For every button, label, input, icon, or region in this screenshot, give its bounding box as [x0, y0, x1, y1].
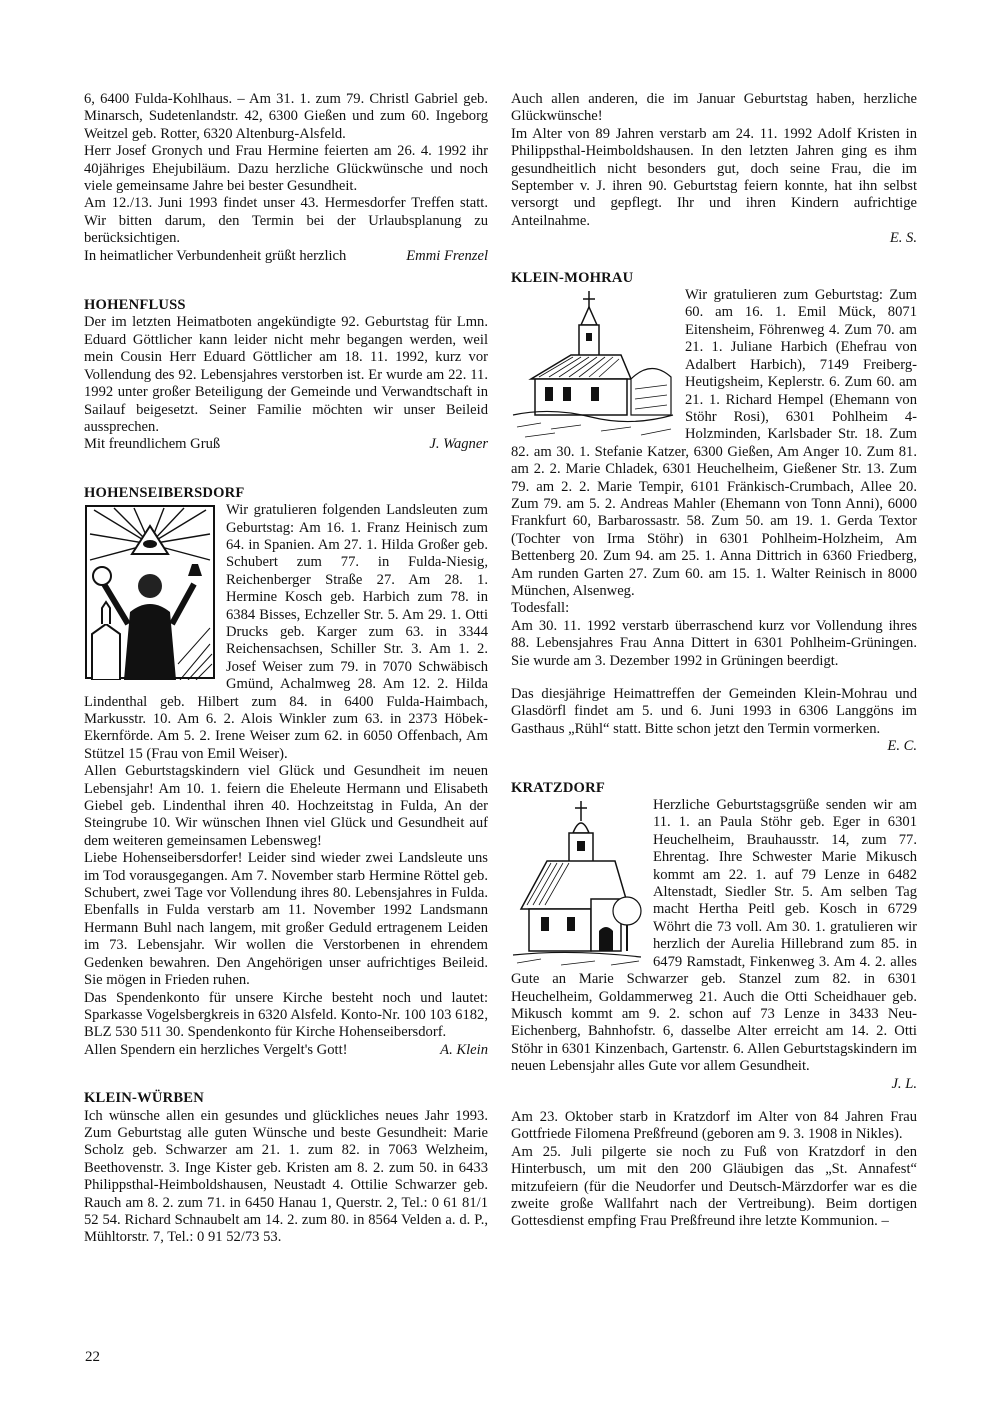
section-title-hohenfluss: HOHENFLUSS: [84, 297, 186, 314]
right-obituary: Im Alter von 89 Jahren verstarb am 24. 11. 1992 Adolf Kristen in Philippsthal-Heimboldshausen. In den letzten Jahren ging es ihm gesundheitlich nicht besonders gut, doch seine Frau, die im September v. J. ihren 90. Geburtstag feiern konnte, hat ihn selbst versorgt und gepflegt. Ihr und ihren Kindern aufrichtige Anteilnahme.: [511, 125, 917, 229]
section-title-kratzdorf: KRATZDORF: [511, 779, 605, 796]
section-title-hohenseibersdorf: HOHENSEIBERSDORF: [84, 484, 245, 501]
left-meeting: Am 12./13. Juni 1993 findet unser 43. Hermesdorfer Treffen statt. Wir bitten darum, den Termin bei der Urlaubsplanung zu berücksichtigen.: [84, 195, 488, 247]
signature-name: Emmi Frenzel: [406, 247, 488, 264]
chapel-drawing: [511, 799, 643, 967]
klein-mohrau-meeting: Das diesjährige Heimattreffen der Gemeinden Klein-Mohrau und Glasdörfl findet am 5. und 6. Juni 1993 in 6306 Langgöns im Gasthaus „Rühl“ statt. Bitte schon jetzt den Termin vormerken.: [511, 686, 917, 737]
left-column: [84, 91, 488, 1247]
signature-text: Mit freundlichem Gruß: [84, 436, 221, 453]
section-title-klein-wuerben: KLEIN-WÜRBEN: [84, 1090, 204, 1107]
klein-mohrau-illustration: [511, 289, 675, 441]
obituary-signature: E. S.: [889, 230, 917, 247]
hohenfluss-text: Der im letzten Heimatboten angekündigte 92. Geburtstag für Lmn. Eduard Göttlicher kann leider nicht mehr begangen werden, weil mein Cousin Herr Eduard Göttlicher am 18. 11. 1992, kurz vor Vollendung des 92. Lebensjahres verstorben ist. Er wurde am 22. 11. 1992 unter großer Beteiligung der Gemeinde und Verwandtschaft in Sailauf beigesetzt. Seiner Familie möchten wir unser Beileid aussprechen.: [84, 314, 488, 435]
hohenseibersdorf-deaths: Liebe Hohenseibersdorfer! Leider sind wieder zwei Landsleute uns im Tod vorausgegangen. Am 7. November starb Hermine Röttel geb. Schubert, zwei Tage vor Vollendung ihres 80. Lebensjahres in Fulda. Ebenfalls in Fulda verstarb am 11. November 1992 Landsmann Hermann Buhl nach langem, mit großer Geduld ertragenem Leiden im 73. Lebensjahr. Wir wollen die Verstorbenen in ehrendem Gedenken bewahren. Den Angehörigen unser aufrichtiges Beileid. Sie mögen in Frieden ruhen.: [84, 850, 488, 989]
kratzdorf-illustration: [511, 799, 643, 967]
hohenseibersdorf-wishes: Allen Geburtstagskindern viel Glück und Gesundheit im neuen Lebensjahr! Am 10. 1. feiern die Eheleute Hermann und Elisabeth Giebel geb. Lindenthal ihren 40. Hochzeitstag in Fulda, An der Steingrube 10. Wir wünschen Ihnen viel Glück und Gesundheit auf dem weiteren gemeinsamen Lebensweg!: [84, 763, 488, 849]
meeting-signature: E. C.: [887, 738, 917, 755]
left-intro: 6, 6400 Fulda-Kohlhaus. – Am 31. 1. zum 79. Christl Gabriel geb. Minarsch, Sudetenlandstr. 42, 6300 Gießen und zum 60. Ingeborg Weitzel geb. Rotter, 6320 Altenburg-Alsfeld.: [84, 91, 488, 142]
signature-name: J. Wagner: [429, 436, 488, 453]
saint-woodcut-image: [84, 504, 216, 680]
hohenseibersdorf-signature: [84, 1042, 488, 1059]
right-column: [511, 91, 917, 1231]
signature-line: [84, 248, 488, 265]
hohenseibersdorf-illustration: [84, 504, 216, 680]
klein-mohrau-death-text: Am 30. 11. 1992 verstarb überraschend kurz vor Vollendung ihres 88. Lebensjahres Frau Anna Dittert in 6301 Pohlheim-Grüningen. Sie wurde am 3. Dezember 1992 in Grüningen beerdigt.: [511, 617, 917, 669]
kratzdorf-signature-row: [511, 1076, 917, 1093]
kratzdorf-obituary: Am 23. Oktober starb in Kratzdorf im Alter von 84 Jahren Frau Gottfriede Filomena Preßfreund (geboren am 9. 3. 1908 in Nikles).: [511, 1108, 917, 1143]
village-church-drawing: [511, 289, 675, 441]
klein-wuerben-text: Ich wünsche allen ein gesundes und glückliches neues Jahr 1993. Zum Geburtstag alle guten Wünsche und beste Gesundheit: Marie Scholz geb. Schwarzer am 21. 1. zum 82. in 7063 Welzheim, Beethovenstr. 3. Inge Kister geb. Kristen am 8. 2. zum 50. in 6433 Philippsthal-Heimboldshausen, Neustadt 4. Ottilie Schwarzer geb. Rauch am 8. 2. zum 71. in 6450 Hanau 1, Querstr. 2, Tel.: 0 61 81/1 52 54. Richard Schnaubelt am 14. 2. zum 80. in 8564 Velden a. d. P., Mühltorstr. 7, Tel.: 0 91 52/73 53.: [84, 1107, 488, 1246]
signature-text: In heimatlicher Verbundenheit grüßt herzlich: [84, 247, 347, 264]
hohenfluss-signature: [84, 436, 488, 453]
klein-mohrau-death-label: Todesfall:: [511, 600, 570, 617]
left-anniversary: Herr Josef Gronych und Frau Hermine feierten am 26. 4. 1992 ihr 40jähriges Ehejubiläum. Dazu herzliche Glückwünsche und noch viele gemeinsame Jahre bei bester Gesundheit.: [84, 143, 488, 195]
right-intro: Auch allen anderen, die im Januar Geburtstag haben, herzliche Glückwünsche!: [511, 91, 917, 125]
section-title-klein-mohrau: KLEIN-MOHRAU: [511, 269, 634, 286]
kratzdorf-pilgrimage: Am 25. Juli pilgerte sie noch zu Fuß von Kratzdorf in den Hinterbusch, um mit den 200 Gläubigen das „St. Annafest“ mitzufeiern (für die Neudorfer und Deutsch-Märzdorfer war es die zweite große Wallfahrt nach der Vertreibung). Beim dortigen Gottesdienst empfing Frau Preßfreund ihre letzte Kommunion. –: [511, 1143, 917, 1230]
signature-text: Allen Spendern ein herzliches Vergelt's Gott!: [84, 1041, 348, 1058]
kratzdorf-signature: J. L.: [891, 1075, 917, 1092]
obituary-signature-row: [511, 230, 917, 247]
page-number: 22: [85, 1349, 100, 1365]
signature-name: A. Klein: [440, 1041, 488, 1058]
hohenseibersdorf-birthdays: Wir gratulieren folgenden Landsleuten zum Geburtstag: Am 16. 1. Franz Heinisch zum 64. in Spanien. Am 27. 1. Hilda Großer geb. Schubert zum 77. in Fulda-Niesig, Reichenberger Straße 27. Am 28. 1. Hermine Kosch geb. Harbich zum 78. in 6384 Bisses, Echzeller Str. 5. Am 29. 1. Otti Drucks geb. Karger zum 63. in 3344 Reichensachsen, Schiller Str. 3. Am 1. 2. Josef Weiser zum 79. in 7070 Schwäbisch Gmünd, Achalmweg 28. Am 12. 2. Hilda Lindenthal geb. Hilbert zum 84. in 6400 Fulda-Haimbach, Markusstr. 10. Am 6. 2. Alois Winkler zum 63. in 2373 Höbek-Ekernförde. Am 5. 2. Irene Weiser zum 62. in 6050 Offenbach, Am Stützel 15 (Frau von Emil Weiser).: [84, 502, 488, 762]
klein-mohrau-birthdays: Wir gratulieren zum Geburtstag: Zum 60. am 16. 1. Emil Mück, 8071 Eitensheim, Föhrenweg 4. Zum 70. am 21. 1. Juliane Harbich (Ehefrau von Adalbert Harbich), 7149 Freiberg-Heutigsheim, Keplerstr. 6. Zum 60. am 21. 1. Richard Hempel (Ehemann von Stöhr Rosi), 6301 Pohlheim 4-Holzminden, Karlsbader Str. 18. Zum 82. am 30. 1. Stefanie Katzer, 6300 Gießen, Am Anger 10. Zum 81. am 2. 2. Marie Chladek, 6301 Heuchelheim, Gießener Str. 13. Zum 79. am 2. 2. Marie Tempir, 6101 Fränkisch-Crumbach, Allee 20. Zum 79. am 5. 2. Andreas Mahler (Ehemann von Tonn Anni), 6000 Frankfurt 60, Barbarossastr. 58. Zum 50. am 19. 1. Gerda Textor (Tochter von Irma Stöhr) in 6301 Pohlheim-Holzheim, Am Bettenberg 20. Zum 94. am 25. 1. Anna Dittrich in 6360 Friedberg, Am runden Garten 27. Zum 60. am 15. 1. Walter Reinisch in 8000 München, Alsenweg.: [511, 287, 917, 599]
hohenseibersdorf-donations: Das Spendenkonto für unsere Kirche besteht noch und lautet: Sparkasse Vogelsbergkreis in 6320 Alsfeld. Konto-Nr. 100 103 6182, BLZ 530 511 30. Spendenkonto für Kirche Hohenseibersdorf.: [84, 989, 488, 1041]
meeting-signature-row: [511, 738, 917, 755]
kratzdorf-birthdays: Herzliche Geburtstagsgrüße senden wir am 11. 1. an Paula Stöhr geb. Eger in 6301 Heuchelheim, Brauhausstr. 14, zum 77. Ehrentag. Ihre Schwester Marie Mikusch kommt am 22. 1. auf 79 Lenze in 6482 Altenstadt, Siedler Str. 5. Am selben Tag macht Hertha Peitl geb. Kosch in 6729 Wöhrt die 73 voll. Am 30. 1. gratulieren wir herzlich der Aurelia Hillebrand zum 85. in 6479 Ramstadt, Finkenweg 3. Am 4. 2. alles Gute an Marie Schwarzer geb. Stanzel zum 82. in 6301 Heuchelheim, Goldammerweg 21. Auch die Otti Scheidhauer geb. Mikusch kommt am 9. 2. schon auf 73 Lenze in 3433 Neu-Eichenberg, Bahnhofstr. 6, dasselbe Alter erreicht am 14. 2. Otti Stöhr in 6301 Kinzenbach, Gartenstr. 6. Allen Geburtstagskindern im neuen Lebensjahr alles Gute vor allem Gesundheit.: [511, 797, 917, 1075]
